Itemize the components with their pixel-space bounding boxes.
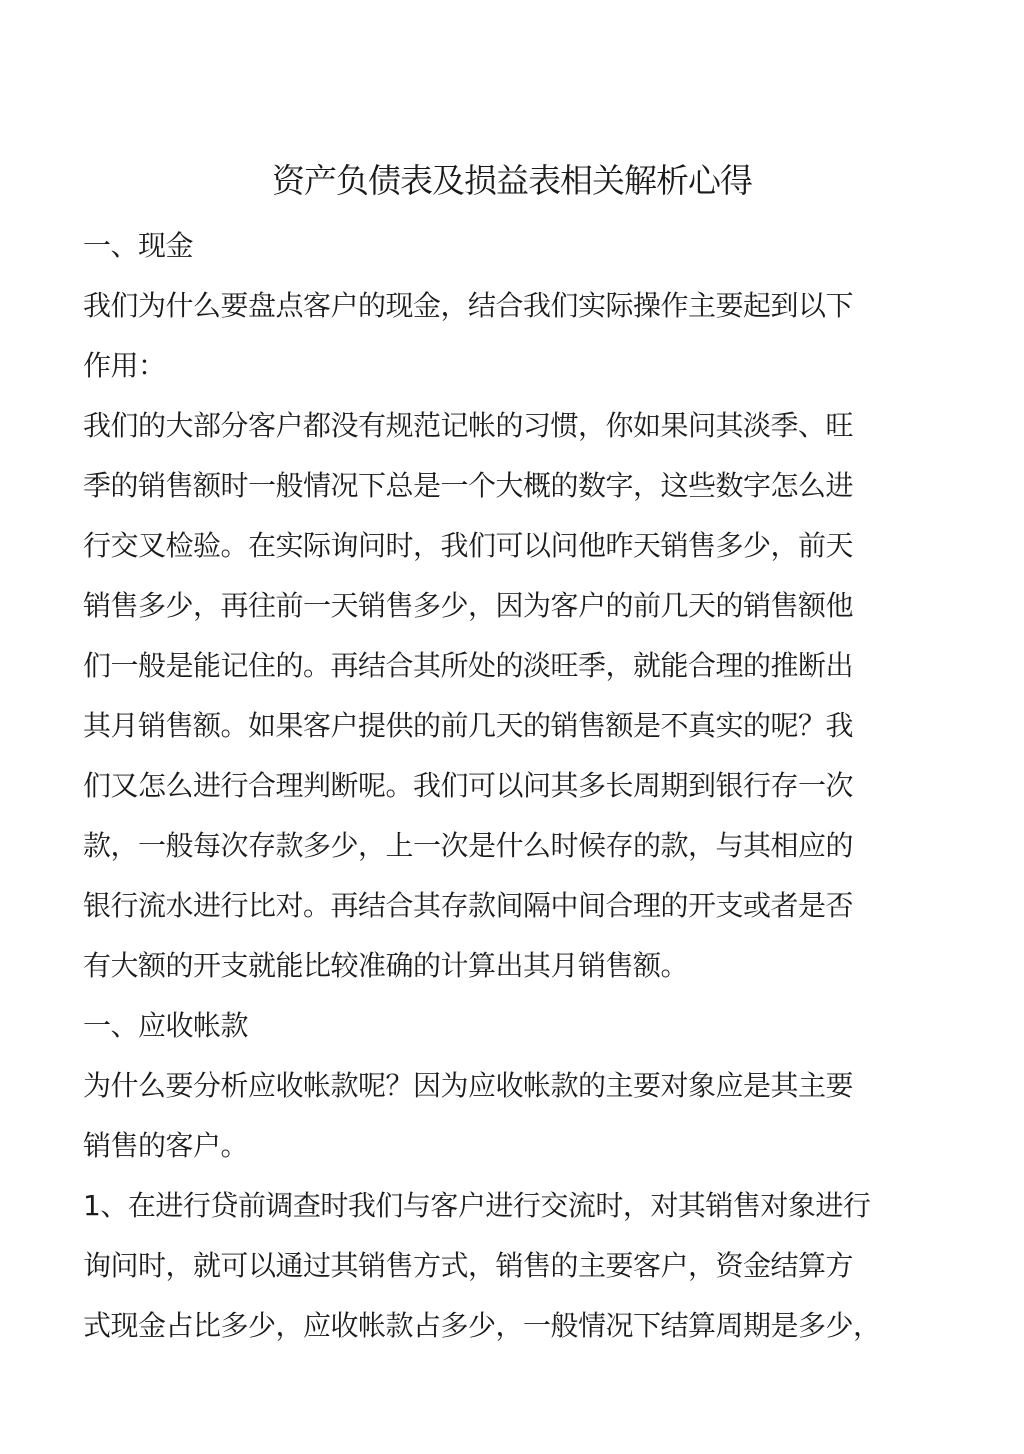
paragraph-line: 为什么要分析应收帐款呢？因为应收帐款的主要对象应是其主要 bbox=[83, 1069, 854, 1102]
paragraph-line: 作用： bbox=[83, 349, 166, 382]
section-heading-receivables: 一、应收帐款 bbox=[83, 1009, 249, 1042]
paragraph-line: 季的销售额时一般情况下总是一个大概的数字，这些数字怎么进 bbox=[83, 469, 854, 502]
paragraph-line: 我们为什么要盘点客户的现金，结合我们实际操作主要起到以下 bbox=[83, 289, 854, 322]
paragraph-line: 销售多少，再往前一天销售多少，因为客户的前几天的销售额他 bbox=[83, 589, 854, 622]
paragraph-line: 销售的客户。 bbox=[83, 1129, 249, 1162]
paragraph-line: 行交叉检验。在实际询问时，我们可以问他昨天销售多少，前天 bbox=[83, 529, 854, 562]
document-title: 资产负债表及损益表相关解析心得 bbox=[272, 161, 752, 200]
paragraph-line: 1、在进行贷前调查时我们与客户进行交流时，对其销售对象进行 bbox=[83, 1189, 871, 1222]
paragraph-line: 们又怎么进行合理判断呢。我们可以问其多长周期到银行存一次 bbox=[83, 769, 854, 802]
paragraph-line: 其月销售额。如果客户提供的前几天的销售额是不真实的呢？我 bbox=[83, 709, 854, 742]
paragraph-line: 们一般是能记住的。再结合其所处的淡旺季，就能合理的推断出 bbox=[83, 649, 854, 682]
paragraph-line: 询问时，就可以通过其销售方式，销售的主要客户，资金结算方 bbox=[83, 1249, 854, 1282]
paragraph-line: 款，一般每次存款多少，上一次是什么时候存的款，与其相应的 bbox=[83, 829, 854, 862]
paragraph-line: 有大额的开支就能比较准确的计算出其月销售额。 bbox=[83, 949, 689, 982]
paragraph-line: 式现金占比多少，应收帐款占多少，一般情况下结算周期是多少， bbox=[83, 1309, 881, 1342]
section-heading-cash: 一、现金 bbox=[83, 229, 194, 262]
paragraph-line: 我们的大部分客户都没有规范记帐的习惯，你如果问其淡季、旺 bbox=[83, 409, 854, 442]
document-body bbox=[83, 216, 883, 1356]
paragraph-line: 银行流水进行比对。再结合其存款间隔中间合理的开支或者是否 bbox=[83, 889, 854, 922]
